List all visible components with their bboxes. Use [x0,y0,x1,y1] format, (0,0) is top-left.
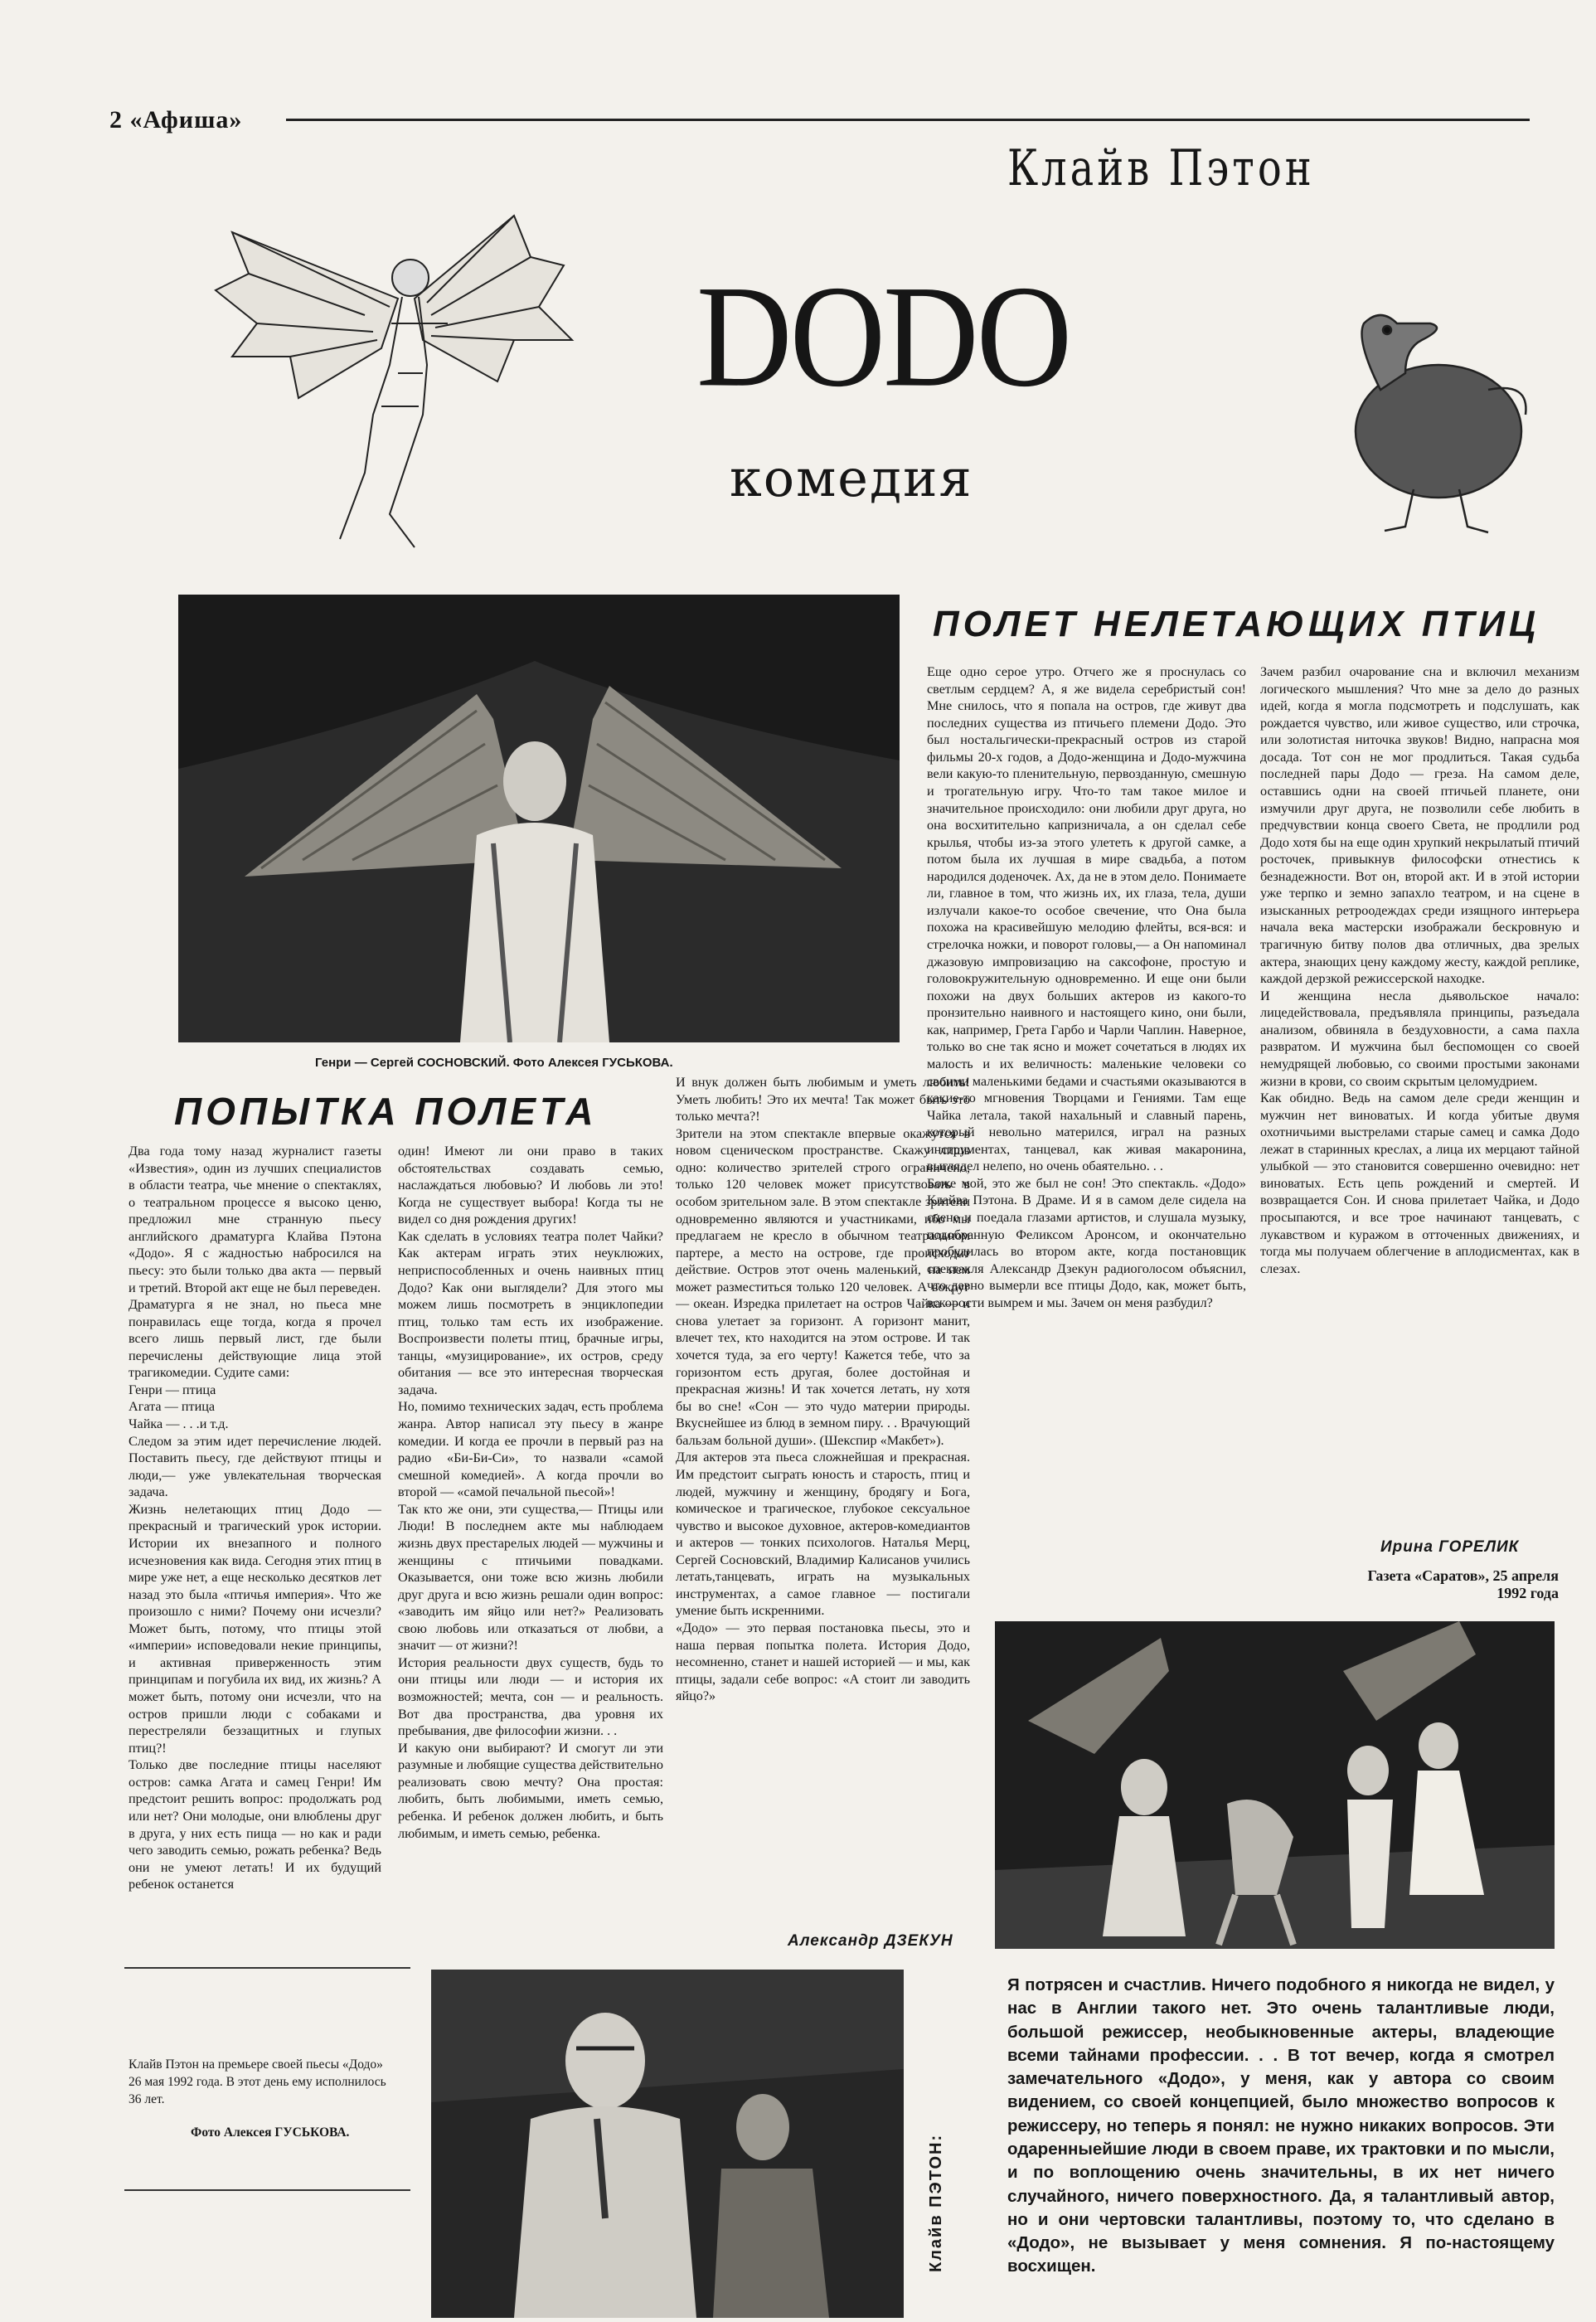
article-right-source: Газета «Саратов», 25 апреля 1992 года [1367,1567,1559,1601]
article-right-signature: Ирина ГОРЕЛИК [1380,1538,1520,1556]
caption-bottom-rule [124,2189,410,2191]
header-rule [286,119,1530,121]
section-name: «Афиша» [129,106,243,134]
caption-top-rule [124,1967,410,1969]
quote-label: Клайв ПЭТОН: [927,2133,945,2272]
winged-man-illustration [199,199,580,556]
dodo-bird-illustration [1306,290,1538,539]
photo-top-caption: Генри — Сергей СОСНОВСКИЙ. Фото Алексея ГУСЬКОВА. [315,1056,673,1070]
quote-text: Я потрясен и счастлив. Ничего подобного я никогда не видел, у нас в Англии такого нет. Это очень талантливые люди, большой режиссер, необыкновенные актеры, владеющие всеми тайнами профессии. . . В тот вечер, когда я смотрел замечательного «Додо», у меня, как у автора со своим видением, со своей концепцией, было множество вопросов к режиссеру, но теперь я понял: не нужно никаких вопросов. Эти одаренныейшие люди в своем праве, их трактовки и по мысли, и по воплощению очень значительны, в их нет ничего случайного, ничего поверхностного. Да, я талантливый автор, но и они чертовски талантливы, поэтому то, что сделано в «Додо», не вызывает у меня сомнения. Я по-настоящему восхищен. [1007,1975,1555,2276]
author-name: Клайв Пэтон [1007,139,1315,197]
article-left-signature: Александр ДЗЕКУН [788,1932,953,1950]
photo-stage-dance [995,1621,1555,1949]
page-number: 2 [109,106,123,134]
article-right-headline: ПОЛЕТ НЕЛЕТАЮЩИХ ПТИЦ [933,604,1540,644]
page-header [109,106,242,134]
photo-henry-wings [178,595,900,1042]
photo-clive-paton-premiere [431,1970,904,2318]
photo-premiere-credit: Фото Алексея ГУСЬКОВА. [191,2125,350,2140]
article-right-col1: Еще одно серое утро. Отчего же я проснулась со светлым сердцем? А, я же видела серебристый сон! Мне снилось, что я попала на остров, где живут два последних существа из птичьего племени Додо. Это был ностальгически-прекрасный остров из старой фильмы 20-х годов, а Додо-женщина и Додо-мужчина вели какую-то пленительную, первозданную, смешную и трогательную игру. Что-то там такое милое и значительное происходило: они любили друг друга, но она восхитительно капризничала, а он сделал себе крылья, чтобы из-за этого улететь к другой самке, а потом была их лучшая в мире свадьба, а потом народился доденочек. Ах, да не в этом дело. Понимаете ли, главное в том, что жизнь их, их глаза, тела, души излучали какое-то особое свечение, что Она была похожа на красивейшую мелодию флейты, вся-вся: и стрелочка ножки, и поворот головы,— а Он напоминал джазовую импровизацию на саксофоне, простую и головокружительную одновременно. И еще они были похожи на двух больших актеров из какого-то пронзительно наивного и настоящего кино, они были, как, например, Грета Гарбо и Чарли Чаплин. Наверное, только во сне так ясно и может сочетаться в людях их малость и их величность: маленькие человеки со своими маленькими бедами и счастьями оказываются в какие-то мгновения Творцами и Гениями. Там еще Чайка летала, такой нахальный и славный парень, который невольно матерился, играл на разных инструментах, танцевал, как живая макаронина, выглядел нелепо, но очень обаятельно. . . Боже мой, это же был не сон! Это спектакль. «Додо» Клайва Пэтона. В Драме. И я в самом деле сидела на сцене и поедала глазами артистов, и слушала музыку, подобранную Феликсом Аронсом, и окончательно пробудилась во втором акте, когда постановщик спектакля Александр Дзекун радиоголосом объяснил, что давно вымерли все птицы Додо, как, может быть, вскорости вымрем и мы. Зачем он меня разбудил? [927,664,1246,1310]
article-right-col2: Зачем разбил очарование сна и включил механизм логического мышления? Что мне за дело до разных идей, когда я могла подсмотреть и подслушать, как рождается чувство, или живое существо, или строчка, или золотистая ниточка звуков! Видно, напрасна моя досада. Тот сон не мог продлиться. Такая судьба последней пары Додо — греза. На самом деле, оставшись одни на своей птичьей планете, они измучили друг друга, не позволили себе любить в предчувствии конца своего Света, не продлили род Додо хотя бы на еще один хрупкий некрылатый птичий росточек, привыкнув философски отнестись к безнадежности. Вот он, второй акт. И в этой истории уже терпко и земно запахло театром, и на сцене в изысканных ретроодеждах среди изящного интерьера начала века мастерски изображали бескровную и трагичную битву полов два отличных, два зрелых актера, знающих цену каждому жесту, каждой реплике, каждой дерзкой режиссерской находке. И женщина несла дьявольское начало: лицедействовала, предъявляла принципы, разъедала анализом, обвиняла в бездуховности, а сама пахла развратом. И мужчина был беспомощен со своей немудрящей любовью, со своими простыми законами жизни в крови, со своим скрытым целомудрием. Как обидно. Ведь на самом деле среди женщин и мужчин нет виноватых. И когда убитые двумя охотничьими выстрелами старые самец и самка Додо лежат в старинных креслах, а лица их мерцают тайной улыбкой — это становится совершенно очевидно: нет виноватых. Есть цепь рождений и смертей. И возвращается Сон. И снова прилетает Чайка, и Додо просыпаются, и все трое начинают танцевать, с лукавством и куражом в отточенных движениях, и тогда мы получаем облегчение в аплодисментах, как в слезах. [1260,664,1579,1276]
photo-premiere-caption: Клайв Пэтон на премьере своей пьесы «Додо» 26 мая 1992 года. В этот день ему исполнилось 36 лет. [129,2057,386,2106]
article-left-headline: ПОПЫТКА ПОЛЕТА [174,1090,598,1133]
play-title: DODO [696,255,1070,417]
article-left-col3: И внук должен быть любимым и уметь любить! Уметь любить! Это их мечта! Так может быть это только мечта?! Зрители на этом спектакле впервые окажутся в новом сценическом пространстве. Скажу лишь одно: количество зрителей строго ограничено, только 120 человек может присутствовать в особом зрительном зале. В этом спектакле зрители одновременно являются и участниками, ибо мы предлагаем не кресло в обычном театральном партере, а место на острове, где происходит действие. Остров этот очень маленький, на нем может разместиться только 120 человек. А вокруг — океан. Изредка прилетает на остров Чайка — и снова улетает за горизонт. А горизонт манит, влечет тех, кто находится на этом острове. И так хочется туда, за его черту! Кажется тебе, что за горизонтом есть другая, более достойная и прекрасная жизнь! И так хочется летать, ну хотя бы во сне! «Сон — это чудо материи природы. Вкуснейшее из блюд в земном пиру. . . Врачующий бальзам больной души». (Шекспир «Макбет»). Для актеров эта пьеса сложнейшая и прекрасная. Им предстоит сыграть юность и старость, птиц и людей, мужчину и женщину, бродягу и Бога, комическое и трагическое, глубокое сексуальное чувство и высокое духовное, актеров-комедиантов и актеров — тонких психологов. Наталья Мерц, Сергей Сосновский, Владимир Калисанов учились летать,танцевать, играть на музыкальных инструментах, а самое главное — постигали умение быть искренними. «Додо» — это первая постановка пьесы, это и наша первая попытка полета. История Додо, несомненно, станет и нашей историей — и мы, как птицы, задали себе вопрос: «А стоит ли заводить яйцо?» [676,1075,970,1704]
play-genre: комедия [730,448,973,508]
article-left-col2: один! Имеют ли они право в таких обстоятельствах создавать семью, наслаждаться любовью? И любовь ли это! Когда не существует выбора! Когда ты не видел со дня рождения других! Как сделать в условиях театра полет Чайки? Как актерам играть этих неуклюжих, неприспособленных и очень наивных птиц Додо? Как они выглядели? Для этого мы можем лишь посмотреть в энциклопедии птиц, только там есть их изображение. Воспроизвести полеты птиц, брачные игры, танцы, «музицирование», их остров, среду обитания — все это интересная творческая задача. Но, помимо технических задач, есть проблема жанра. Автор написал эту пьесу в жанре комедии. И когда ее прочли в первый раз на радио «Би-Би-Си», то назвали «самой смешной комедией». А когда прочли во второй — «самой печальной пьесой»! Так кто же они, эти существа,— Птицы или Люди! В последнем акте мы наблюдаем жизнь двух престарелых людей — мужчины и женщины с птичьими повадками. Оказывается, они тоже всю жизнь любили друг друга и всю жизнь решали один вопрос: «заводить им яйцо или нет?» Реализовать свою любовь или отказаться от любви, а значит — от жизни?! История реальности двух существ, будь то они птицы или люди — и история их возможностей; мечта, сон — и реальность. Вот два пространства, два уровня их пребывания, две философии жизни. . . И какую они выбирают? И смогут ли эти разумные и любящие существа действительно реализовать свою мечту? Она простая: любить, быть любимыми, иметь семью, ребенка. И ребенок должен любить, и быть любимым, и иметь семью, ребенка. [398,1144,663,1841]
article-left-col1: Два года тому назад журналист газеты «Известия», один из лучших специалистов в области театра, чье мнение о спектаклях, о театральном процессе я высоко ценю, предложил мне странную пьесу английского драматурга Клайва Пэтона «Додо». Я с жадностью набросился на пьесу: это были только два акта — первый и третий. Второй акт еще не был переведен. Драматурга я не знал, но пьеса мне понравилась еще тогда, когда я прочел всего лишь первый лист, где были перечислены действующие лица этой трагикомедии. Судите сами: Генри — птица Агата — птица Чайка — . . .и т.д. Следом за этим идет перечисление людей. Поставить пьесу, где действуют птицы и люди,— уже увлекательная творческая задача. Жизнь нелетающих птиц Додо — прекрасный и трагический урок истории. Истории их внезапного и полного исчезновения как вида. Сегодня этих птиц в мире уже нет, а еще несколько десятков лет назад это была «птичья империя». Что же произошло с ними? Почему они исчезли? Может быть, потому, что птицы этой «империи» исповедовали некие принципы, и активная приверженность этим принципам и погубила их вид, их жизнь? А может быть, потому они исчезли, что на остров пришли люди с собаками и перестреляли беззащитных и глупых птиц?! Только две последние птицы населяют остров: самка Агата и самец Генри! Им предстоит решить вопрос: продолжать род или нет? Они молодые, они влюблены друг в друга, у них есть пища — но как и ради чего заводить семью, рожать ребенка? Ведь они не умеют летать! И их будущий ребенок останется [129,1144,381,1892]
